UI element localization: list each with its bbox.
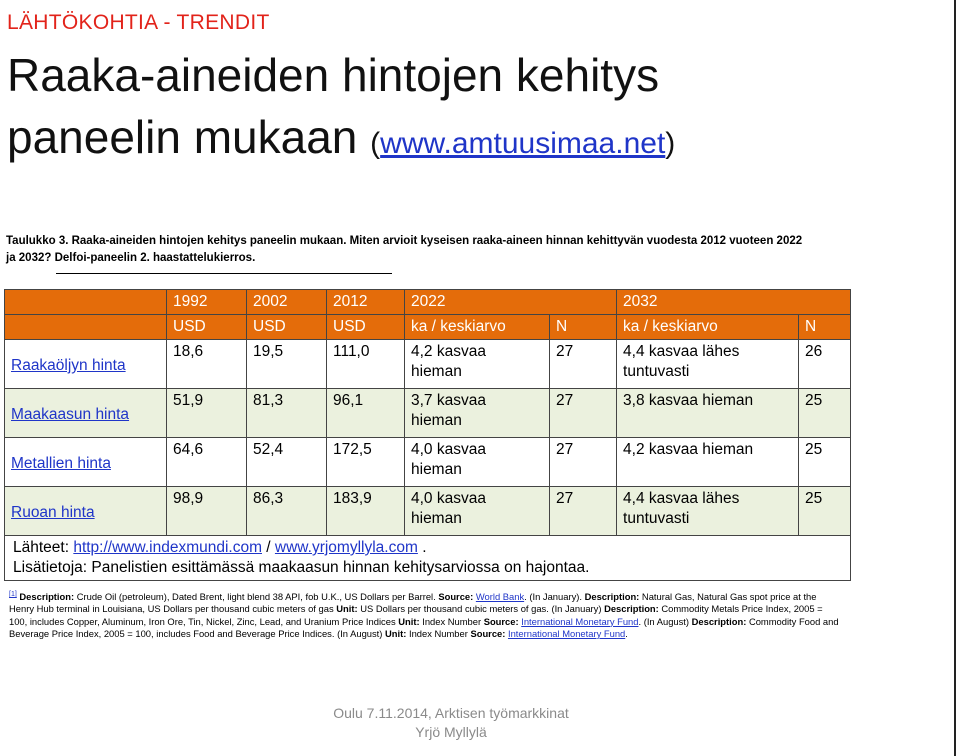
footnote-label: Description: [691,615,747,627]
forecast-2022-line: 3,7 kasvaa [411,392,486,409]
forecast-2022 [405,438,550,487]
value-1992: 64,6 [167,438,247,487]
footnote-text: Commodity Food and Beverage Price Index, 2005 = 100, includes Food and Beverage Price Indices. (In August) [9,615,839,639]
table-row [5,389,851,438]
table-caption: Taulukko 3. Raaka-aineiden hintojen kehitys paneelin mukaan. Miten arvioit kyseisen raaka-aineen hinnan kehittyvän vuodesta 2012 vuoteen 2022 ja 2032? Delfoi-paneelin 2. haastattelukierros. [6,235,803,264]
forecast-2022-line: hieman [411,461,462,478]
value-2002: 86,3 [247,487,327,536]
n-2032: 25 [799,389,851,438]
slide-footer [0,704,902,742]
row-label-link[interactable]: Metallien hinta [11,455,111,472]
n-2022: 27 [550,340,617,389]
title-line-2 [7,106,675,175]
footnote-text: Natural Gas, Natural Gas spot price at the Henry Hub terminal in Louisiana, US Dollars per thousand cubic meters of gas [9,591,817,615]
forecast-2032 [617,340,799,389]
value-1992: 51,9 [167,389,247,438]
header-unit: USD [247,315,327,340]
footer-line-1: Oulu 7.11.2014, Arktisen työmarkkinat [333,705,569,721]
n-2022: 27 [550,438,617,487]
paren-close: ) [665,127,676,160]
forecast-2022-line: 4,0 kasvaa [411,441,486,458]
additional-info: Lisätietoja: Panelistien esittämässä maakaasun hinnan kehitysarviossa on hajontaa. [13,559,590,576]
header-empty [5,290,167,315]
footnote-label: Unit: [398,615,420,627]
footnote-label: Unit: [336,603,358,615]
footnote-label: Source: [470,627,506,639]
footnote-text: . [625,627,628,639]
footnote-ref-link[interactable]: [1] [9,591,17,598]
forecast-2032-line: 4,4 kasvaa lähes [623,490,740,507]
footnote-label: Description: [584,591,640,603]
forecast-2032 [617,438,799,487]
table-row [5,340,851,389]
value-2012: 96,1 [327,389,405,438]
table-row [5,438,851,487]
slide-title [7,44,675,175]
caption-divider [56,273,392,274]
n-2032: 25 [799,438,851,487]
row-label-link[interactable]: Ruoan hinta [11,504,95,521]
forecast-2032-line: 3,8 kasvaa hieman [623,392,754,409]
forecast-2022-line: hieman [411,510,462,527]
source-link-amtuusimaa[interactable]: www.amtuusimaa.net [380,127,666,160]
forecast-2022 [405,487,550,536]
forecast-2032-line: tuntuvasti [623,363,690,380]
footnote-text: Index Number [406,627,471,639]
footnote-label: Source: [483,615,519,627]
footnote-text: . (In January). [524,591,585,603]
footnote-label: Source: [438,591,474,603]
value-2002: 52,4 [247,438,327,487]
year-header-row [5,290,851,315]
sources-label: Lähteet: [13,539,74,556]
footnote-label: Description: [16,591,75,603]
n-2032: 26 [799,340,851,389]
forecast-2022 [405,340,550,389]
footnote [9,589,839,640]
footer-line-2: Yrjö Myllylä [415,724,487,740]
sources-line [13,538,842,558]
row-label-link[interactable]: Maakaasun hinta [11,406,130,423]
value-2012: 183,9 [327,487,405,536]
imf-link[interactable]: International Monetary Fund [507,627,626,639]
sources-end: . [417,539,427,556]
footnote-text: Crude Oil (petroleum), Dated Brent, light blend 38 API, fob U.K., US Dollars per Barrel. [74,591,439,603]
forecast-2022 [405,389,550,438]
n-2022: 27 [550,487,617,536]
header-mean-2022: ka / keskiarvo [405,315,550,340]
row-label-link[interactable]: Raakaöljyn hinta [11,357,126,374]
header-year-1992: 1992 [167,290,247,315]
sources-separator: / [262,539,275,556]
forecast-2032-line: 4,2 kasvaa hieman [623,441,754,458]
header-empty [5,315,167,340]
imf-link[interactable]: International Monetary Fund [521,615,639,627]
forecast-2032 [617,487,799,536]
section-kicker: LÄHTÖKOHTIA - TRENDIT [7,11,270,34]
footnote-label: Description: [604,603,659,615]
header-year-2002: 2002 [247,290,327,315]
footnote-text: . (In August) [638,615,692,627]
header-year-2012: 2012 [327,290,405,315]
title-link-wrap [370,127,675,160]
value-1992: 18,6 [167,340,247,389]
slide-edge [954,0,956,756]
value-2012: 172,5 [327,438,405,487]
title-line-1: Raaka-aineiden hintojen kehitys [7,49,660,101]
forecast-2022-line: 4,2 kasvaa [411,343,486,360]
header-year-2032: 2032 [617,290,851,315]
title-line-2-text: paneelin mukaan [7,111,358,163]
world-bank-link[interactable]: World Bank [475,591,525,603]
source-link-indexmundi[interactable]: http://www.indexmundi.com [73,539,262,556]
n-2032: 25 [799,487,851,536]
header-year-2022: 2022 [405,290,617,315]
footnote-text: Index Number [419,615,484,627]
footnote-text: US Dollars per thousand cubic meters of gas. (In January) [357,603,605,615]
forecast-2022-line: hieman [411,412,462,429]
value-2002: 19,5 [247,340,327,389]
unit-header-row [5,315,851,340]
value-2002: 81,3 [247,389,327,438]
header-unit: USD [327,315,405,340]
forecast-2022-line: hieman [411,363,462,380]
price-forecast-table [4,289,851,581]
header-mean-2032: ka / keskiarvo [617,315,799,340]
source-link-yrjomyllyla[interactable]: www.yrjomyllyla.com [274,539,418,556]
footnote-label: Unit: [385,627,407,639]
sources-cell [5,536,851,581]
header-unit: USD [167,315,247,340]
forecast-2032 [617,389,799,438]
forecast-2032-line: 4,4 kasvaa lähes [623,343,740,360]
value-2012: 111,0 [327,340,405,389]
value-1992: 98,9 [167,487,247,536]
footnote-text: Commodity Metals Price Index, 2005 = 100, includes Copper, Aluminum, Iron Ore, Tin, Nickel, Zinc, Lead, and Uranium Price Indices [9,603,823,627]
forecast-2022-line: 4,0 kasvaa [411,490,486,507]
n-2022: 27 [550,389,617,438]
header-n-2022: N [550,315,617,340]
header-n-2032: N [799,315,851,340]
sources-row [5,536,851,581]
paren-open: ( [370,127,381,160]
table-row [5,487,851,536]
forecast-2032-line: tuntuvasti [623,510,690,527]
